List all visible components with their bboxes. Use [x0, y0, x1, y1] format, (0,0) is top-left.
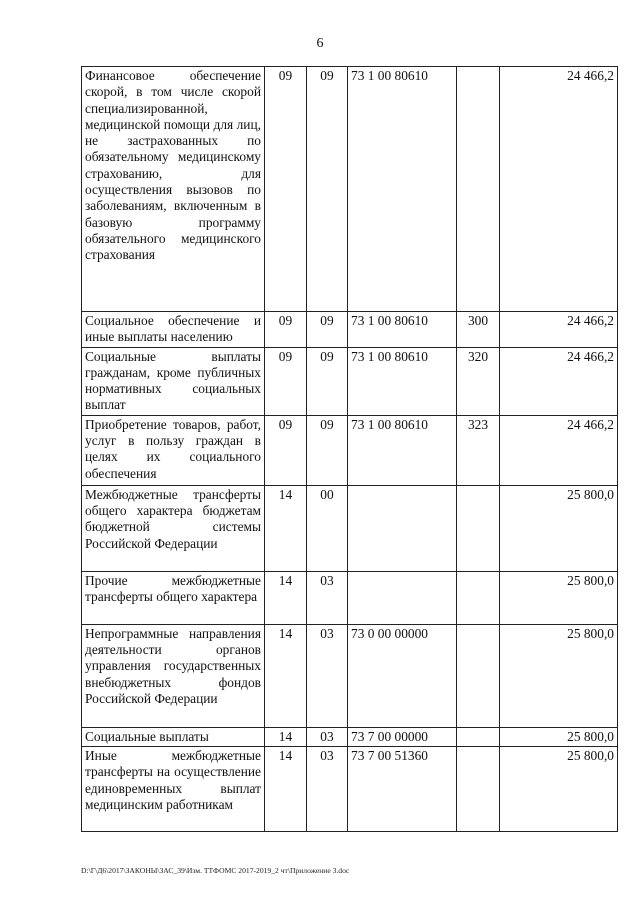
page-number: 6: [316, 36, 324, 51]
row-amount: 25 800,0: [500, 485, 618, 571]
row-amount: 24 466,2: [500, 415, 618, 485]
row-name: Непрограммные направления деятельности органов управления государственных внебюджетных фондов Российской Федерации: [82, 624, 265, 727]
file-path-footer: D:\Г\Д6\2017\ЗАКОНЫ\ЗАС_39\Изм. ТТФОМС 2017-2019_2 чт\Приложение 3.doc: [81, 866, 350, 875]
row-subsection: 03: [307, 747, 348, 832]
row-section: 09: [265, 347, 307, 415]
table-row: [82, 727, 618, 746]
table-row: [82, 347, 618, 415]
row-section: 14: [265, 624, 307, 727]
row-name: Прочие межбюджетные трансферты общего характера: [82, 571, 265, 624]
row-subsection: 09: [307, 312, 348, 348]
row-expense-type: [457, 747, 500, 832]
row-section: 14: [265, 485, 307, 571]
row-expense-type: 323: [457, 415, 500, 485]
row-name: Социальное обеспечение и иные выплаты населению: [82, 312, 265, 348]
row-target-article: 73 1 00 80610: [348, 312, 457, 348]
row-section: 14: [265, 747, 307, 832]
row-expense-type: [457, 571, 500, 624]
row-section: 09: [265, 67, 307, 312]
row-section: 14: [265, 571, 307, 624]
row-expense-type: [457, 727, 500, 746]
row-target-article: 73 0 00 00000: [348, 624, 457, 727]
row-target-article: 73 1 00 80610: [348, 415, 457, 485]
row-expense-type: [457, 485, 500, 571]
row-name: Иные межбюджетные трансферты на осуществление единовременных выплат медицинским работникам: [82, 747, 265, 832]
row-target-article: [348, 571, 457, 624]
row-target-article: 73 1 00 80610: [348, 67, 457, 312]
row-amount: 25 800,0: [500, 747, 618, 832]
row-subsection: 03: [307, 727, 348, 746]
row-subsection: 09: [307, 415, 348, 485]
row-name: Приобретение товаров, работ, услуг в пользу граждан в целях их социального обеспечения: [82, 415, 265, 485]
row-subsection: 03: [307, 624, 348, 727]
row-subsection: 09: [307, 67, 348, 312]
budget-table: [81, 66, 618, 832]
row-section: 09: [265, 312, 307, 348]
row-target-article: 73 7 00 51360: [348, 747, 457, 832]
row-amount: 24 466,2: [500, 67, 618, 312]
table-row: [82, 571, 618, 624]
row-amount: 25 800,0: [500, 727, 618, 746]
table-row: [82, 415, 618, 485]
row-subsection: 09: [307, 347, 348, 415]
row-expense-type: 320: [457, 347, 500, 415]
row-expense-type: [457, 67, 500, 312]
row-amount: 24 466,2: [500, 347, 618, 415]
row-section: 09: [265, 415, 307, 485]
table-row: [82, 312, 618, 348]
row-name: Межбюджетные трансферты общего характера бюджетам бюджетной системы Российской Федерации: [82, 485, 265, 571]
table-row: [82, 485, 618, 571]
row-amount: 24 466,2: [500, 312, 618, 348]
table-row: [82, 747, 618, 832]
row-expense-type: [457, 624, 500, 727]
row-amount: 25 800,0: [500, 624, 618, 727]
row-section: 14: [265, 727, 307, 746]
row-amount: 25 800,0: [500, 571, 618, 624]
row-name: Социальные выплаты гражданам, кроме публичных нормативных социальных выплат: [82, 347, 265, 415]
row-expense-type: 300: [457, 312, 500, 348]
row-target-article: 73 7 00 00000: [348, 727, 457, 746]
row-subsection: 03: [307, 571, 348, 624]
row-name: Финансовое обеспечение скорой, в том числе скорой специализированной, медицинской помощи для лиц, не застрахованных по обязательному медицинскому страхованию, для осуществления вызовов по заболеваниям, включенным в базовую программу обязательного медицинского страхования: [82, 67, 265, 312]
table-row: [82, 624, 618, 727]
row-name: Социальные выплаты: [82, 727, 265, 746]
row-target-article: 73 1 00 80610: [348, 347, 457, 415]
table-row: [82, 67, 618, 312]
row-target-article: [348, 485, 457, 571]
row-subsection: 00: [307, 485, 348, 571]
